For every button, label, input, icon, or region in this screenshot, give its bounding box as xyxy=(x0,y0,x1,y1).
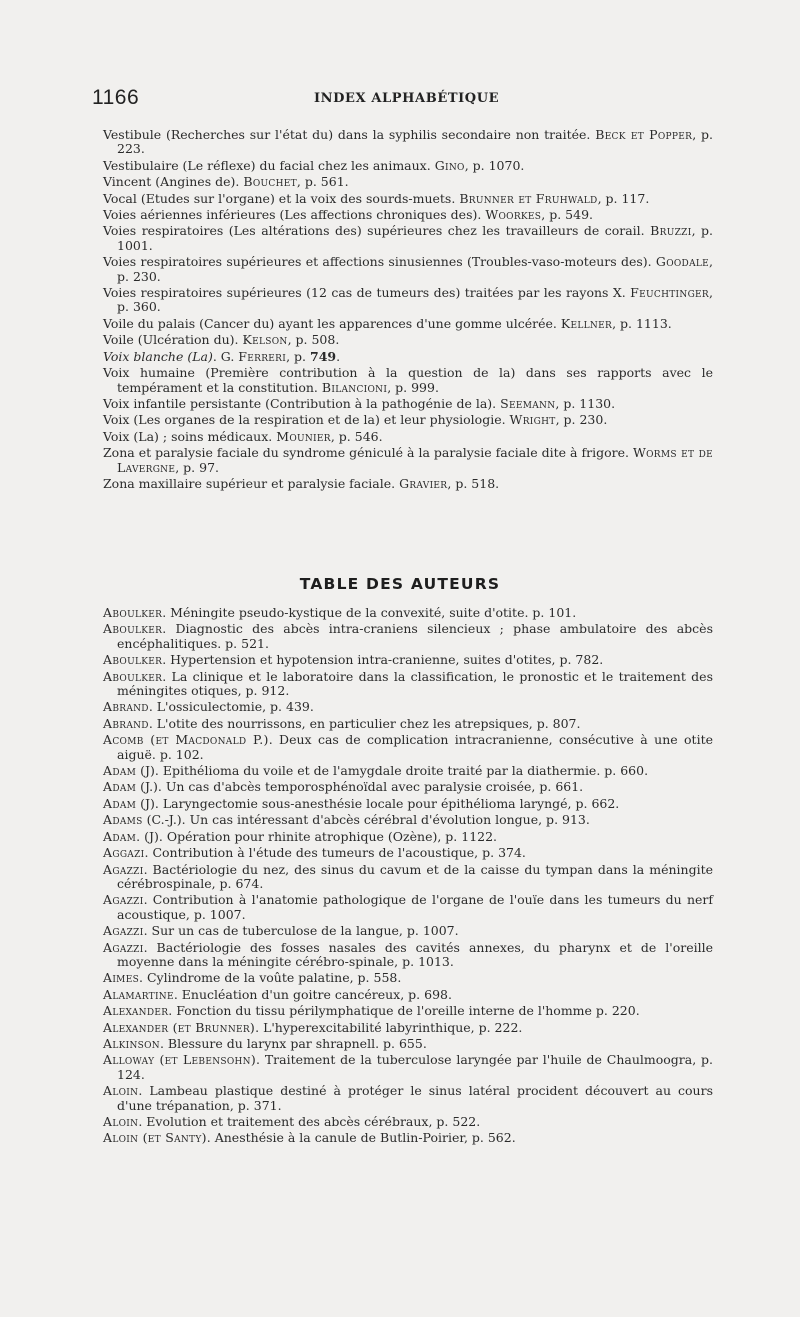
author-work: . Anesthésie à la canule de Butlin-Poirier, p. 562. xyxy=(206,1130,516,1146)
entry-author: Kellner xyxy=(560,315,613,331)
author-name: Adams xyxy=(103,812,143,828)
section-title: TABLE DES AUTEURS xyxy=(299,575,501,593)
author-name: Aloin xyxy=(103,1114,139,1129)
authors-index-list xyxy=(103,606,713,1148)
author-name: Agazzi xyxy=(103,939,144,955)
author-entry xyxy=(103,813,713,827)
author-name: Alamartine xyxy=(103,986,174,1002)
author-work: . L'otite des nourrissons, en particulier chez les atrepsiques, p. 807. xyxy=(148,715,581,731)
entry-text: . G. xyxy=(212,348,239,364)
author-entry xyxy=(103,1021,713,1035)
entry-reference: , p. 1070. xyxy=(464,157,525,173)
author-work: (J.). Un cas d'abcès temporosphénoïdal avec paralysie croisée, p. 661. xyxy=(136,779,584,795)
entry-text: Zona et paralysie faciale du syndrome géniculé à la paralysie faciale dite à frigore. xyxy=(103,445,633,461)
author-entry xyxy=(103,830,713,844)
author-work: . La clinique et le laboratoire dans la classification, le pronostic et le traitement des méningites otiques, p. 912. xyxy=(117,668,713,699)
entry-text: Vestibulaire (Le réflexe) du facial chez les animaux. xyxy=(103,157,435,173)
author-entry xyxy=(103,653,713,667)
entry-reference: , p. 1130. xyxy=(555,395,616,411)
author-work: . Bactériologie du nez, des sinus du cavum et de la caisse du tympan dans la méningite cérébrospinale, p. 674. xyxy=(117,861,713,891)
author-entry xyxy=(103,971,713,985)
entry-author: Wright xyxy=(509,412,556,428)
author-work: . Cylindrome de la voûte palatine, p. 558. xyxy=(139,970,402,986)
entry-author: Bouchet xyxy=(243,174,297,190)
author-entry xyxy=(103,764,713,778)
author-name: Alexander xyxy=(103,1003,169,1019)
entry-reference-end: . xyxy=(336,348,341,364)
author-work: (C.-J.). Un cas intéressant d'abcès cérébral d'évolution longue, p. 913. xyxy=(142,812,590,828)
author-name: Aboulker xyxy=(103,652,163,668)
entry-text: Vestibule (Recherches sur l'état du) dans la syphilis secondaire non traitée. xyxy=(103,127,596,142)
entry-reference: , p. 518. xyxy=(447,475,500,491)
author-name: Aggazi xyxy=(103,845,145,861)
entry-text: Voies respiratoires (Les altérations des) supérieures chez les travailleurs de corail. xyxy=(103,223,651,239)
author-name: Agazzi xyxy=(103,861,144,877)
entry-reference: , p. 223. xyxy=(117,127,713,157)
entry-text: Zona maxillaire supérieur et paralysie faciale. xyxy=(103,475,400,491)
entry-author: Feuchtinger xyxy=(630,285,710,301)
author-entry xyxy=(103,988,713,1002)
page-number: 1166 xyxy=(92,86,140,109)
entry-author: Beck et Popper xyxy=(595,127,693,142)
entry-reference: , p. 1001. xyxy=(117,223,714,253)
author-name: Adam xyxy=(103,779,137,795)
author-entry xyxy=(103,622,713,651)
entry-reference: , p. 360. xyxy=(117,285,713,315)
entry-reference: , p. 508. xyxy=(287,332,340,348)
author-name: Aloin xyxy=(103,1083,139,1099)
entry-text: Voix infantile persistante (Contribution à la pathogénie de la). xyxy=(103,395,501,411)
author-work: . Sur un cas de tuberculose de la langue, p. 1007. xyxy=(143,923,459,939)
entry-reference: , p. 117. xyxy=(597,190,650,206)
entry-author: Seemann xyxy=(500,395,556,411)
author-name: Aboulker xyxy=(103,605,163,620)
author-entry xyxy=(103,733,713,762)
author-entry xyxy=(103,1037,713,1051)
index-entry xyxy=(103,430,713,444)
entry-text: Voies respiratoires supérieures (12 cas de tumeurs des) traitées par les rayons X. xyxy=(103,285,631,301)
index-entry xyxy=(103,128,713,157)
entry-text: Voile du palais (Cancer du) ayant les apparences d'une gomme ulcérée. xyxy=(103,315,561,331)
subject-index-list xyxy=(103,128,713,493)
index-entry xyxy=(103,224,713,253)
entry-text: Vocal (Etudes sur l'organe) et la voix des sourds-muets. xyxy=(103,190,460,206)
index-entry xyxy=(103,175,713,189)
author-entry xyxy=(103,924,713,938)
index-entry xyxy=(103,397,713,411)
index-entry xyxy=(103,366,713,395)
author-entry xyxy=(103,780,713,794)
author-work: . Hypertension et hypotension intra-cranienne, suites d'otites, p. 782. xyxy=(162,652,604,668)
index-entry xyxy=(103,255,713,284)
author-name: Abrand xyxy=(103,699,149,715)
entry-author: Bilancioni xyxy=(321,379,388,395)
author-name: Aboulker xyxy=(103,621,163,637)
entry-reference: , p. 561. xyxy=(296,174,349,190)
author-name: Alkinson xyxy=(103,1035,160,1051)
entry-reference: , p. 999. xyxy=(387,379,439,395)
entry-reference: , p. 97. xyxy=(175,459,220,475)
entry-reference: , p. xyxy=(286,348,311,364)
index-entry xyxy=(103,477,713,491)
entry-author: Bruzzi xyxy=(650,223,692,239)
entry-text: Voix humaine (Première contribution à la question de la) dans ses rapports avec le tempérament et la constitution. xyxy=(103,365,713,395)
running-title: INDEX ALPHABÉTIQUE xyxy=(314,91,500,106)
author-entry xyxy=(103,670,713,699)
entry-reference: , p. 230. xyxy=(117,254,713,284)
author-work: . L'ossiculectomie, p. 439. xyxy=(148,699,314,715)
author-name: Alloway (et Lebensohn) xyxy=(103,1052,257,1068)
entry-author: Brunner et Fruhwald xyxy=(459,190,598,206)
author-name: Adam xyxy=(103,828,137,844)
entry-author: Mounier xyxy=(276,428,331,444)
author-name: Agazzi xyxy=(103,892,144,908)
entry-author: Kelson xyxy=(242,332,288,348)
entry-text: Voile (Ulcération du). xyxy=(103,332,243,348)
author-work: . Fonction du tissu périlymphatique de l'oreille interne de l'homme p. 220. xyxy=(168,1003,640,1019)
author-entry xyxy=(103,606,713,620)
author-name: Aboulker xyxy=(103,668,163,684)
author-work: (J). Epithélioma du voile et de l'amygdale droite traité par la diathermie. p. 660. xyxy=(136,763,649,779)
author-name: Adam xyxy=(103,763,137,779)
entry-text: Voix (La) ; soins médicaux. xyxy=(103,428,277,444)
author-entry xyxy=(103,1053,713,1082)
author-entry xyxy=(103,941,713,970)
author-entry xyxy=(103,1084,713,1113)
author-entry xyxy=(103,700,713,714)
author-entry xyxy=(103,717,713,731)
author-work: . Deux cas de complication intracranienne, consécutive à une otite aiguë. p. 102. xyxy=(117,732,713,762)
author-entry xyxy=(103,1131,713,1145)
index-entry xyxy=(103,333,713,347)
author-work: . Blessure du larynx par shrapnell. p. 655. xyxy=(159,1035,427,1051)
author-work: . Bactériologie des fosses nasales des cavités annexes, du pharynx et de l'oreille moyenne dans la méningite cérébro-spinale, p. 1013. xyxy=(117,939,713,969)
entry-reference: , p. 230. xyxy=(555,412,608,428)
author-name: Acomb (et Macdonald P.) xyxy=(103,732,269,748)
entry-page-bold: 749 xyxy=(310,348,337,364)
author-work: . Contribution à l'anatomie pathologique de l'organe de l'ouïe dans les tumeurs du nerf acoustique, p. 1007. xyxy=(117,892,713,922)
entry-author: Woorkes xyxy=(485,207,542,223)
author-work: (J). Laryngectomie sous-anesthésie locale pour épithélioma laryngé, p. 662. xyxy=(136,795,620,811)
entry-reference: , p. 1113. xyxy=(612,315,672,331)
author-entry xyxy=(103,846,713,860)
author-work: . Lambeau plastique destiné à protéger le sinus latéral procident découvert au cours d'une trépanation, p. 371. xyxy=(117,1083,713,1113)
entry-author: Goodale xyxy=(655,254,710,270)
index-entry xyxy=(103,350,713,364)
entry-italic-title: Voix blanche (La) xyxy=(103,348,213,364)
entry-text: Vincent (Angines de). xyxy=(103,174,244,190)
entry-author: Gravier xyxy=(399,475,448,491)
author-work: . Méningite pseudo-kystique de la convexité, suite d'otite. p. 101. xyxy=(162,605,577,620)
entry-author: Gino xyxy=(434,157,465,173)
entry-text: Voix (Les organes de la respiration et de la) et leur physiologie. xyxy=(103,412,510,428)
entry-reference: , p. 549. xyxy=(541,207,593,223)
index-entry xyxy=(103,159,713,173)
index-entry xyxy=(103,413,713,427)
author-entry xyxy=(103,893,713,922)
author-work: . Diagnostic des abcès intra-craniens silencieux ; phase ambulatoire des abcès encéphalitiques. p. 521. xyxy=(117,621,713,651)
author-entry xyxy=(103,797,713,811)
author-work: . Traitement de la tuberculose laryngée par l'huile de Chaulmoogra, p. 124. xyxy=(117,1052,714,1082)
index-entry xyxy=(103,208,713,222)
author-work: . Enucléation d'un goitre cancéreux, p. 698. xyxy=(173,986,452,1002)
author-name: Abrand xyxy=(103,715,149,731)
index-entry xyxy=(103,192,713,206)
entry-text: Voies aériennes inférieures (Les affections chroniques des). xyxy=(103,207,486,223)
index-entry xyxy=(103,286,713,315)
author-entry xyxy=(103,1115,713,1129)
author-name: Adam xyxy=(103,795,137,811)
author-entry xyxy=(103,1004,713,1018)
entry-author: Ferreri xyxy=(238,348,287,364)
entry-text: Voies respiratoires supérieures et affections sinusiennes (Troubles-vaso-moteurs des). xyxy=(103,254,656,270)
index-entry xyxy=(103,446,713,475)
index-entry xyxy=(103,317,713,331)
author-work: . Contribution à l'étude des tumeurs de l'acoustique, p. 374. xyxy=(144,845,526,861)
author-name: Aloin (et Santy) xyxy=(103,1130,207,1146)
author-entry xyxy=(103,863,713,892)
entry-reference: , p. 546. xyxy=(330,428,383,444)
author-name: Alexander (et Brunner) xyxy=(103,1019,256,1035)
author-work: . (J). Opération pour rhinite atrophique (Ozène), p. 1122. xyxy=(136,828,498,844)
entry-author: Worms et de Lavergne xyxy=(117,445,713,475)
author-name: Agazzi xyxy=(103,923,144,939)
author-work: . Evolution et traitement des abcès cérébraux, p. 522. xyxy=(138,1114,481,1129)
author-work: . L'hyperexcitabilité labyrinthique, p. 222. xyxy=(255,1019,523,1035)
author-name: Aimes xyxy=(103,970,140,986)
